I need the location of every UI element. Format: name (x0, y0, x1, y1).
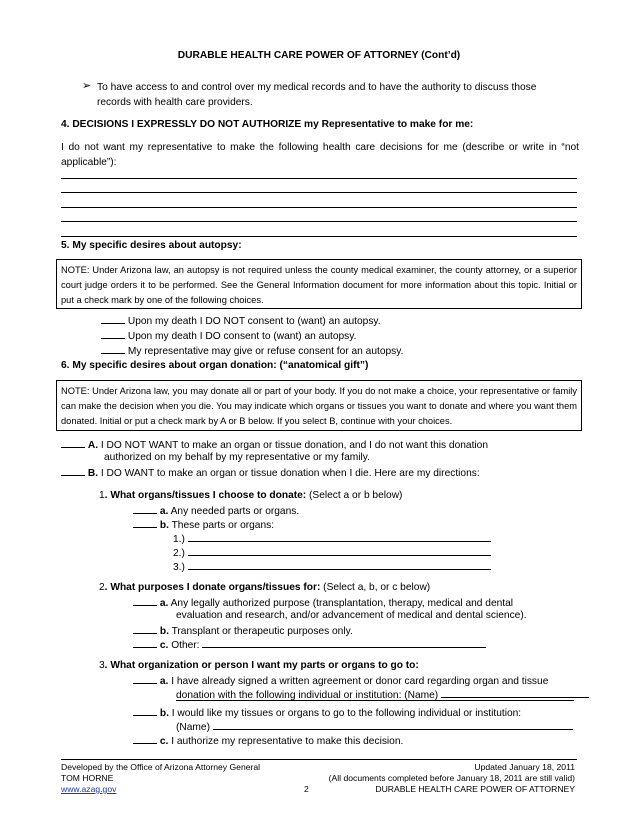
name-entry-continuation-line[interactable] (176, 700, 574, 701)
initial-blank[interactable] (133, 706, 157, 716)
item-number: 3.) (173, 562, 185, 573)
organ-entry-blank[interactable] (188, 546, 491, 556)
footer-developer: Developed by the Office of Arizona Attorney General (61, 762, 261, 772)
option-text: Any needed parts or organs. (170, 506, 300, 517)
initial-blank[interactable] (101, 314, 125, 324)
option-text: I authorize my representative to make this decision. (171, 736, 404, 747)
option-label: c. (159, 640, 169, 651)
option-text: donation with the following individual or institution: (Name) (176, 690, 439, 701)
section-4-heading: 4. DECISIONS I EXPRESSLY DO NOT AUTHORIZE my Representative to make for me: (61, 119, 474, 130)
autopsy-option-2 (101, 329, 356, 342)
bullet-line-2: records with health care providers. (97, 97, 253, 108)
footer-website-link[interactable]: www.azag.gov (61, 784, 117, 794)
option-label: a. (159, 506, 169, 517)
initial-blank[interactable] (133, 504, 157, 514)
question-number: 3 (99, 660, 105, 671)
option-text: My representative may give or refuse consent for an autopsy. (127, 346, 404, 357)
option-text: I have already signed a written agreement or donor card regarding organ and tissue (171, 676, 549, 687)
option-a-label: A. (87, 440, 99, 451)
initial-blank[interactable] (101, 344, 125, 354)
item-number: 2.) (173, 548, 185, 559)
arrow-bullet-icon: ➢ (82, 80, 92, 92)
q1-option-a (133, 504, 299, 517)
option-a-row (61, 438, 488, 451)
question-text: . What organs/tissues I choose to donate: (104, 490, 307, 501)
q2-option-c (133, 638, 486, 651)
section-5-heading: 5. My specific desires about autopsy: (61, 240, 242, 251)
write-in-line-1[interactable] (61, 178, 577, 179)
autopsy-option-3 (101, 344, 403, 357)
q1-option-b (133, 518, 274, 531)
question-note: (Select a, b, or c below) (320, 582, 431, 593)
initial-blank[interactable] (61, 438, 85, 448)
option-b-label: B. (87, 468, 99, 479)
option-label: b. (159, 626, 169, 637)
option-b-row (61, 466, 480, 479)
q2-option-a (133, 596, 513, 609)
name-entry-blank[interactable] (213, 720, 573, 730)
initial-blank[interactable] (133, 674, 157, 684)
section-6-heading: 6. My specific desires about organ donation: (“anatomical gift”) (61, 360, 369, 371)
page-title: DURABLE HEALTH CARE POWER OF ATTORNEY (Cont’d) (177, 50, 461, 61)
option-text: Transplant or therapeutic purposes only. (171, 626, 353, 637)
question-3-heading (99, 660, 419, 671)
question-note: (Select a or b below) (306, 490, 403, 501)
organ-item-2 (173, 546, 491, 559)
question-text: . What purposes I donate organs/tissues for: (104, 582, 321, 593)
option-text: Any legally authorized purpose (transplantation, therapy, medical and dental (170, 598, 514, 609)
option-label: a. (159, 598, 169, 609)
organ-item-3 (173, 560, 491, 573)
q2-option-b (133, 624, 353, 637)
option-label: b. (159, 708, 169, 719)
section-4-text: I do not want my representative to make the following health care decisions for me (describe or write in “not applicable”): (61, 142, 579, 168)
option-text: Other: (171, 640, 200, 651)
option-label: a. (159, 676, 169, 687)
initial-blank[interactable] (133, 518, 157, 528)
question-1-heading (99, 490, 402, 501)
organ-note-box: NOTE: Under Arizona law, you may donate all or part of your body. If you do not make a choice, your representative or family can make the decision when you die. You may indicate which organs or tissues you want to donate and where you want them donated. Initial or put a check mark by A or B below. If you select B, continue with your choices. (56, 380, 582, 431)
q3-option-c (133, 734, 403, 747)
footer-validity-note: (All documents completed before January 18, 2011 are still valid) (328, 773, 575, 783)
q2-option-a-line-2: evaluation and research, and/or advancement of medical and dental science). (176, 610, 527, 621)
initial-blank[interactable] (133, 624, 157, 634)
footer-updated: Updated January 18, 2011 (474, 762, 575, 772)
bullet-text (97, 80, 577, 110)
bullet-line-1: To have access to and control over my medical records and to have the authority to discuss those (97, 82, 537, 93)
initial-blank[interactable] (133, 596, 157, 606)
option-text: I would like my tissues or organs to go to the following individual or institution: (171, 708, 522, 719)
initial-blank[interactable] (133, 734, 157, 744)
option-a-text: I DO NOT WANT to make an organ or tissue donation, and I do not want this donation (100, 440, 489, 451)
name-entry-blank[interactable] (441, 688, 589, 698)
option-text: Upon my death I DO NOT consent to (want) an autopsy. (127, 316, 381, 327)
q3-option-b (133, 706, 521, 719)
write-in-line-5[interactable] (61, 236, 577, 237)
write-in-line-3[interactable] (61, 207, 577, 208)
organ-item-1 (173, 532, 491, 545)
option-text: These parts or organs: (171, 520, 275, 531)
autopsy-note-box: NOTE: Under Arizona law, an autopsy is not required unless the county medical examiner, the county attorney, or a superior court judge orders it to be performed. See the General Information document for more information about this topic. Initial or put a check mark by one of the following choices. (56, 259, 582, 309)
question-2-heading (99, 582, 430, 593)
organ-entry-blank[interactable] (188, 560, 491, 570)
q3-option-a (133, 674, 548, 687)
item-number: 1.) (173, 534, 185, 545)
page-number: 2 (304, 784, 309, 794)
question-number: 2 (99, 582, 105, 593)
other-entry-blank[interactable] (202, 638, 486, 648)
write-in-line-4[interactable] (61, 221, 577, 222)
question-number: 1 (99, 490, 105, 501)
write-in-line-2[interactable] (61, 192, 577, 193)
initial-blank[interactable] (133, 638, 157, 648)
option-text: (Name) (176, 722, 210, 733)
option-b-text: I DO WANT to make an organ or tissue donation when I die. Here are my directions: (100, 468, 480, 479)
initial-blank[interactable] (101, 329, 125, 339)
footer-divider (61, 759, 577, 760)
option-text: Upon my death I DO consent to (want) an autopsy. (127, 331, 357, 342)
autopsy-option-1 (101, 314, 381, 327)
organ-entry-blank[interactable] (188, 532, 491, 542)
footer-document-title: DURABLE HEALTH CARE POWER OF ATTORNEY (375, 784, 575, 794)
question-text: . What organization or person I want my parts or organs to go to: (104, 660, 419, 671)
option-a-line-2: authorized on my behalf by my representative or my family. (104, 452, 370, 463)
initial-blank[interactable] (61, 466, 85, 476)
option-label: b. (159, 520, 169, 531)
q3-option-b-line-2 (176, 720, 573, 733)
option-label: c. (159, 736, 169, 747)
footer-name: TOM HORNE (61, 773, 114, 783)
